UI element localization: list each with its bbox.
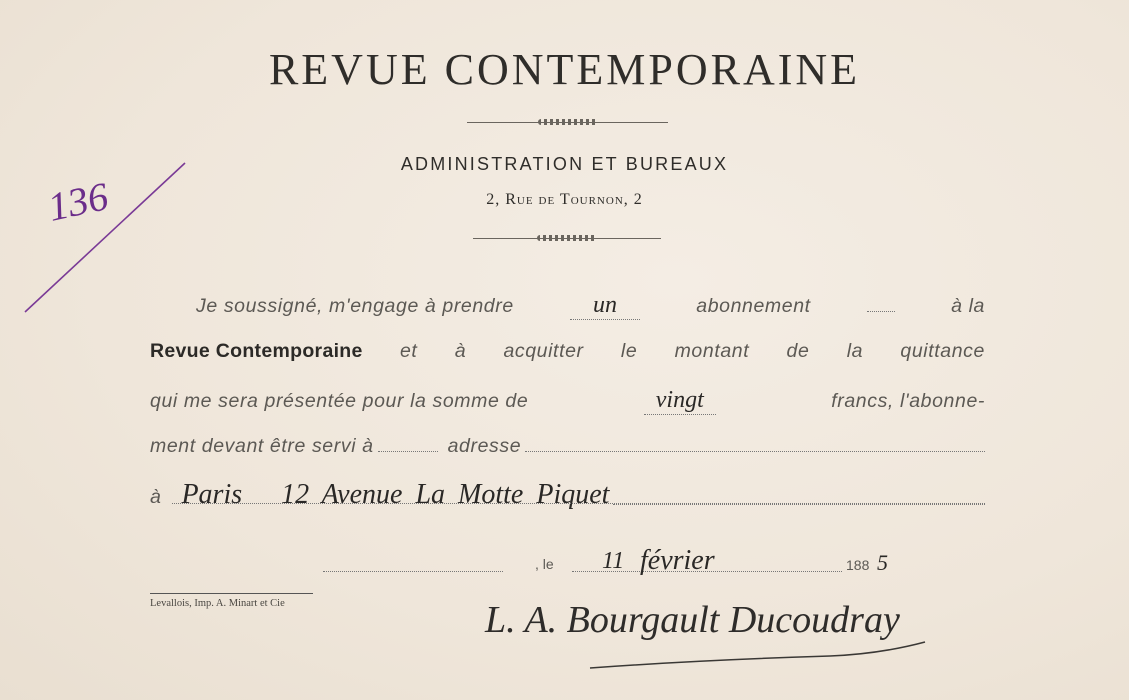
dotted-fill <box>378 451 438 452</box>
address: 2, Rue de Tournon, 2 <box>486 191 643 208</box>
signature-flourish <box>580 640 940 680</box>
handwritten-day: 11 <box>602 548 625 574</box>
text: ment devant être servi à <box>150 435 374 457</box>
body-line-2 <box>150 340 985 363</box>
text: de <box>786 340 810 362</box>
text: le <box>620 340 638 362</box>
text: acquitter <box>503 340 584 362</box>
handwritten-year: 5 <box>877 550 888 575</box>
place-dotted-line <box>323 571 503 572</box>
text: qui me sera présentée pour la somme de <box>150 390 529 412</box>
ornament-divider <box>467 122 668 123</box>
margin-slash-mark <box>0 0 200 330</box>
signature: L. A. Bourgault Ducoudray <box>485 599 900 641</box>
rule <box>150 593 313 594</box>
printer-credit: Levallois, Imp. A. Minart et Cie <box>150 598 285 609</box>
text: à <box>150 486 162 508</box>
document-title: REVUE CONTEMPORAINE <box>268 45 861 94</box>
date-prefix: , le <box>535 556 554 572</box>
year-printed: 188 <box>846 557 870 573</box>
handwritten-amount: vingt <box>644 387 716 415</box>
handwritten-quantity: un <box>570 292 640 320</box>
text: francs, l'abonne- <box>831 390 985 412</box>
dotted-fill <box>525 450 985 452</box>
text: montant <box>674 340 750 362</box>
body-line-1 <box>150 292 985 320</box>
text: Je soussigné, m'engage à prendre <box>196 295 514 317</box>
handwritten-month: février <box>640 545 715 576</box>
address-dotted-line <box>172 503 985 504</box>
body-line-3 <box>150 387 985 415</box>
dotted-fill <box>867 311 895 312</box>
text: à <box>454 340 467 362</box>
text: et <box>399 340 418 362</box>
journal-name: Revue Contemporaine <box>150 340 363 362</box>
text: abonnement <box>696 295 811 317</box>
body-line-4 <box>150 435 985 458</box>
subtitle: ADMINISTRATION ET BUREAUX <box>400 154 729 174</box>
handwritten-address: Paris 12 Avenue La Motte Piquet <box>181 479 610 510</box>
body-line-5 <box>150 476 985 511</box>
text: quittance <box>900 340 985 362</box>
ornament-divider <box>473 238 661 239</box>
text: la <box>846 340 864 362</box>
margin-number: 136 <box>43 173 113 230</box>
text: adresse <box>447 435 522 457</box>
text: à la <box>951 295 985 317</box>
